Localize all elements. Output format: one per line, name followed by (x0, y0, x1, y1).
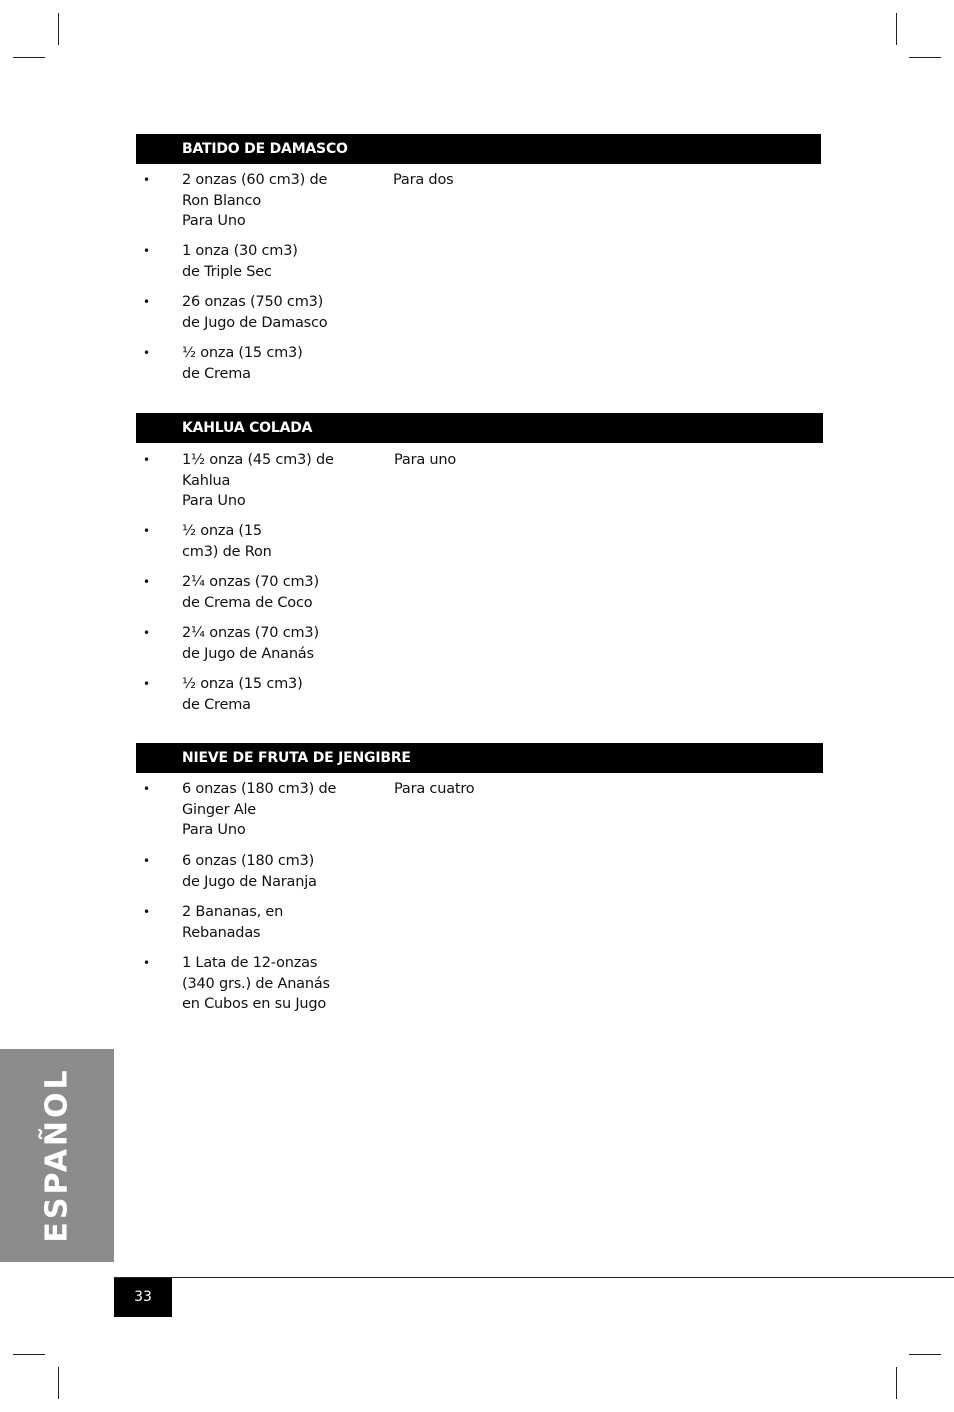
footer-rule (114, 1277, 954, 1278)
bullet: • (143, 956, 150, 970)
bullet: • (143, 244, 150, 258)
bullet: • (143, 905, 150, 919)
bullet: • (143, 453, 150, 467)
bullet: • (143, 782, 150, 796)
section-header: BATIDO DE DAMASCO (136, 134, 821, 164)
crop-mark (896, 1367, 897, 1399)
bullet: • (143, 575, 150, 589)
crop-mark (58, 13, 59, 45)
language-tab (0, 1049, 114, 1262)
section-header: KAHLUA COLADA (136, 413, 823, 443)
crop-mark (13, 57, 45, 58)
bullet: • (143, 677, 150, 691)
bullet: • (143, 173, 150, 187)
bullet: • (143, 524, 150, 538)
bullet: • (143, 854, 150, 868)
crop-mark (909, 1354, 941, 1355)
bullet: • (143, 295, 150, 309)
serving-size: Para uno (394, 452, 457, 468)
page-number: 33 (114, 1278, 172, 1317)
section-header: NIEVE DE FRUTA DE JENGIBRE (136, 743, 823, 773)
crop-mark (909, 57, 941, 58)
language-label: ESPAÑOL (39, 1067, 75, 1243)
serving-size: Para cuatro (394, 781, 475, 797)
crop-mark (896, 13, 897, 45)
bullet: • (143, 346, 150, 360)
crop-mark (58, 1367, 59, 1399)
bullet: • (143, 626, 150, 640)
serving-size: Para dos (393, 172, 454, 188)
crop-mark (13, 1354, 45, 1355)
